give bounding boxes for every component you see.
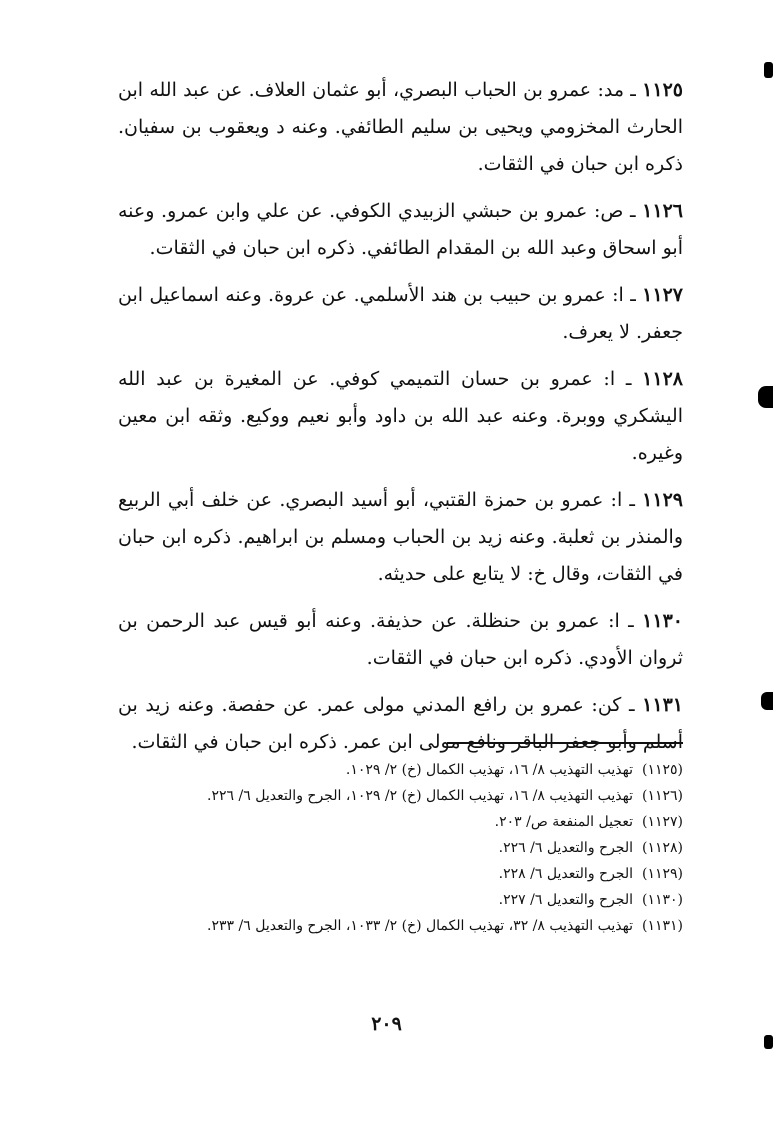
entry-text: ـ ا: عمرو بن حسان التميمي كوفي. عن المغيرة بن عبد الله اليشكري ووبرة. وعنه عبد الله بن داود وأبو نعيم ووكيع. وثقه ابن معين وغيره. xyxy=(118,368,683,464)
footnote-number: (١١٢٥) xyxy=(641,762,683,778)
footnote-number: (١١٢٩) xyxy=(641,866,683,882)
entry-1126 xyxy=(118,193,683,267)
footnote-1125 xyxy=(118,757,683,783)
entry-text: ـ ا: عمرو بن حبيب بن هند الأسلمي. عن عروة. وعنه اسماعيل ابن جعفر. لا يعرف. xyxy=(118,284,683,343)
footnote-number: (١١٢٧) xyxy=(641,814,683,830)
entry-number: ١١٢٦ xyxy=(642,200,683,222)
scan-mark-middle xyxy=(758,386,773,408)
entry-text: ـ مد: عمرو بن الحباب البصري، أبو عثمان العلاف. عن عبد الله ابن الحارث المخزومي ويحيى بن سليم الطائفي. وعنه د ويعقوب بن سفيان. ذكره ابن حبان في الثقات. xyxy=(118,79,683,175)
footnote-1126 xyxy=(118,783,683,809)
entry-1128 xyxy=(118,361,683,472)
footnote-text: تهذيب التهذيب ٨/ ١٦، تهذيب الكمال (خ) ٢/ ١٠٢٩، الجرح والتعديل ٦/ ٢٢٦. xyxy=(207,788,633,804)
entry-text: ـ كن: عمرو بن رافع المدني مولى عمر. عن حفصة. وعنه زيد بن أسلم وأبو جعفر الباقر ونافع مولى ابن عمر. ذكره ابن حبان في الثقات. xyxy=(118,694,683,753)
entry-1129 xyxy=(118,482,683,593)
footnote-1131 xyxy=(118,913,683,939)
entry-text: ـ ا: عمرو بن حمزة القتبي، أبو أسيد البصري. عن خلف أبي الربيع والمنذر بن ثعلبة. وعنه زيد بن الحباب ومسلم بن ابراهيم. ذكره ابن حبان في الثقات، وقال خ: لا يتابع على حديثه. xyxy=(118,489,683,585)
footnote-number: (١١٢٦) xyxy=(641,788,683,804)
entry-number: ١١٢٩ xyxy=(642,489,683,511)
entry-1131 xyxy=(118,687,683,761)
footnote-text: تهذيب التهذيب ٨/ ١٦، تهذيب الكمال (خ) ٢/ ١٠٢٩. xyxy=(345,762,633,778)
footnote-1130 xyxy=(118,887,683,913)
footnotes xyxy=(118,757,683,939)
footnote-text: تهذيب التهذيب ٨/ ٣٢، تهذيب الكمال (خ) ٢/ ١٠٣٣، الجرح والتعديل ٦/ ٢٣٣. xyxy=(207,918,633,934)
footnote-text: الجرح والتعديل ٦/ ٢٢٦. xyxy=(498,840,633,856)
footnote-1128 xyxy=(118,835,683,861)
entry-1130 xyxy=(118,603,683,677)
main-text xyxy=(118,72,683,771)
footnote-1129 xyxy=(118,861,683,887)
footnote-text: تعجيل المنفعة ص/ ٢٠٣. xyxy=(494,814,633,830)
scan-mark-lower xyxy=(761,692,773,710)
entry-number: ١١٢٨ xyxy=(642,368,683,390)
entry-1125 xyxy=(118,72,683,183)
footnote-text: الجرح والتعديل ٦/ ٢٢٨. xyxy=(498,866,633,882)
entry-number: ١١٢٥ xyxy=(642,79,683,101)
entry-number: ١١٢٧ xyxy=(642,284,683,306)
footnote-text: الجرح والتعديل ٦/ ٢٢٧. xyxy=(498,892,633,908)
footnote-number: (١١٣١) xyxy=(641,918,683,934)
entry-text: ـ ص: عمرو بن حبشي الزبيدي الكوفي. عن علي وابن عمرو. وعنه أبو اسحاق وعبد الله بن المقدام الطائفي. ذكره ابن حبان في الثقات. xyxy=(118,200,683,259)
footnote-divider xyxy=(447,742,683,744)
page-number: ٢٠٩ xyxy=(371,1013,402,1035)
footnote-1127 xyxy=(118,809,683,835)
footnote-number: (١١٣٠) xyxy=(641,892,683,908)
entry-number: ١١٣١ xyxy=(642,694,683,716)
scan-mark-bottom xyxy=(764,1035,773,1049)
entry-text: ـ ا: عمرو بن حنظلة. عن حذيفة. وعنه أبو قيس عبد الرحمن بن ثروان الأودي. ذكره ابن حبان في الثقات. xyxy=(118,610,683,669)
entry-1127 xyxy=(118,277,683,351)
entry-number: ١١٣٠ xyxy=(642,610,683,632)
scan-mark-top xyxy=(764,62,773,78)
footnote-number: (١١٢٨) xyxy=(641,840,683,856)
